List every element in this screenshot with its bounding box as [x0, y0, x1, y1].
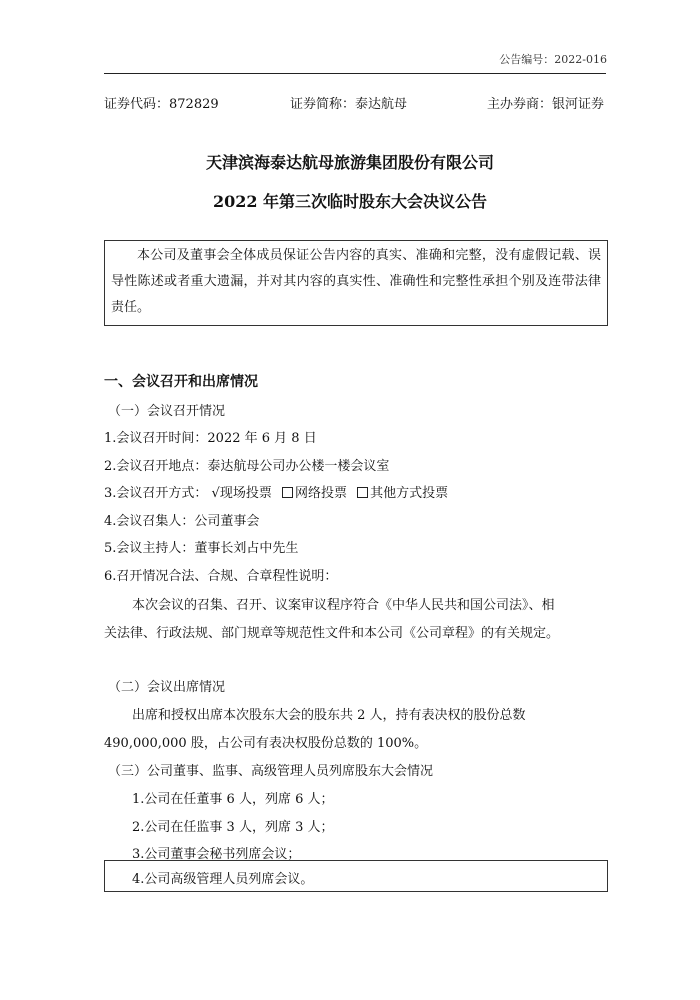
other-vote-option: 其他方式投票 — [370, 486, 449, 501]
executives-attendance: 4.公司高级管理人员列席会议。 — [132, 872, 314, 887]
company-title: 天津滨海泰达航母旅游集团股份有限公司 — [205, 153, 494, 172]
stock-code: 证券代码：872829 — [104, 97, 219, 112]
meeting-place: 2.会议召开地点：泰达航母公司办公楼一楼会议室 — [104, 459, 390, 474]
directors-attendance: 1.公司在任董事 6 人，列席 6 人； — [132, 792, 334, 807]
online-vote-option: 网络投票 — [294, 486, 347, 501]
legality-label: 6.召开情况合法、合规、合章程性说明： — [104, 569, 338, 584]
other-vote-checkbox — [357, 487, 368, 498]
onsite-vote-option: √现场投票 — [211, 486, 272, 501]
subsection-attendance: （二）会议出席情况 — [108, 680, 226, 695]
attendance-text-line-2: 490,000,000 股，占公司有表决权股份总数的 100%。 — [104, 736, 428, 751]
legality-text-line-1: 本次会议的召集、召开、议案审议程序符合《中华人民共和国公司法》、相 — [132, 598, 555, 613]
document-title: 2022 年第三次临时股东大会决议公告 — [212, 192, 488, 211]
broker-name: 主办券商：银河证券 — [486, 97, 604, 112]
meeting-method — [104, 482, 448, 501]
responsibility-notice-box — [104, 240, 608, 326]
section-1-heading: 一、会议召开和出席情况 — [104, 374, 258, 390]
attendance-text-line-1: 出席和授权出席本次股东大会的股东共 2 人，持有表决权的股份总数 — [132, 708, 526, 723]
responsibility-notice-text: 本公司及董事会全体成员保证公告内容的真实、准确和完整，没有虚假记载、误导性陈述或者重大遗漏，并对其内容的真实性、准确性和完整性承担个别及连带法律责任。 — [111, 248, 601, 315]
header-rule — [104, 73, 606, 74]
supervisors-attendance: 2.公司在任监事 3 人，列席 3 人； — [132, 820, 334, 835]
legality-text-line-2: 关法律、行政法规、部门规章等规范性文件和本公司《公司章程》的有关规定。 — [104, 626, 560, 641]
meeting-host: 5.会议主持人：董事长刘占中先生 — [104, 541, 299, 556]
stock-name: 证券简称：泰达航母 — [290, 97, 408, 112]
subsection-officers: （三）公司董事、监事、高级管理人员列席股东大会情况 — [108, 764, 434, 779]
secretary-attendance: 3.公司董事会秘书列席会议； — [132, 847, 301, 862]
meeting-time: 1.会议召开时间：2022 年 6 月 8 日 — [104, 431, 317, 446]
online-vote-checkbox — [282, 487, 293, 498]
meeting-method-label: 3.会议召开方式： — [104, 486, 208, 501]
subsection-convening: （一）会议召开情况 — [108, 404, 226, 419]
announcement-number: 公告编号：2022-016 — [499, 53, 607, 66]
meeting-convener: 4.会议召集人：公司董事会 — [104, 514, 260, 529]
